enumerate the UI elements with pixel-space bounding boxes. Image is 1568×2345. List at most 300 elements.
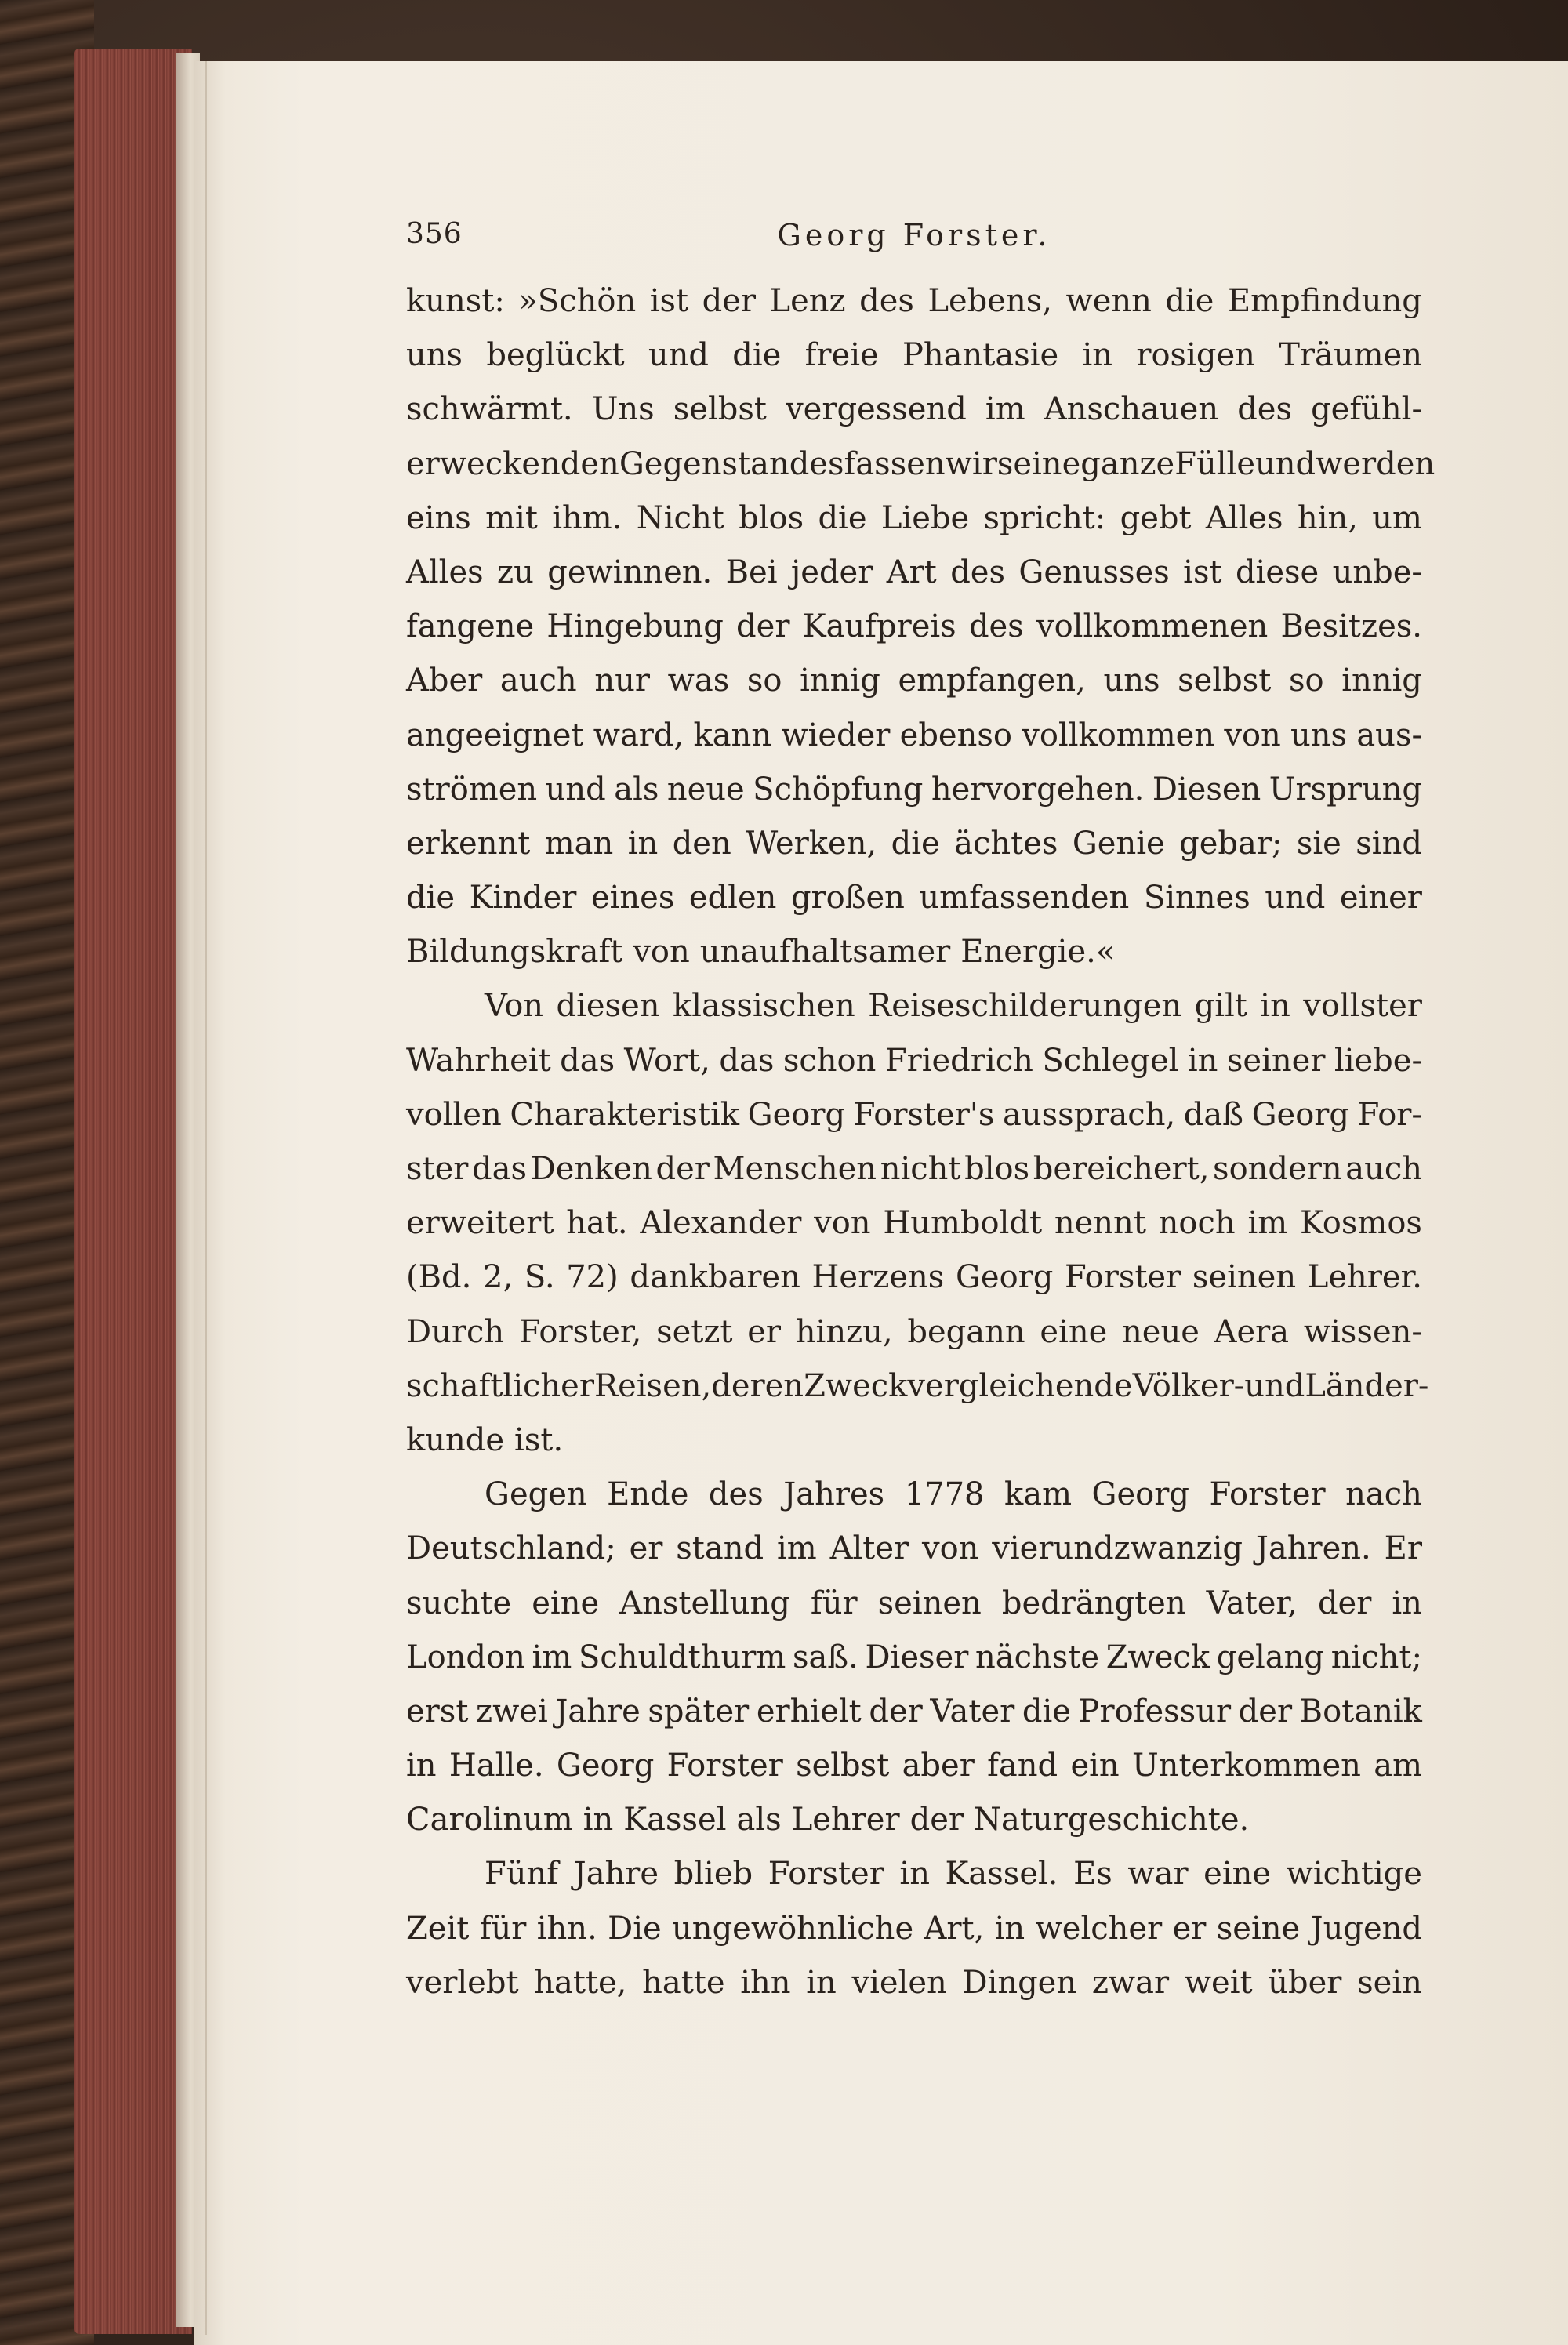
word: man xyxy=(544,825,614,862)
word: sondern xyxy=(1213,1151,1342,1187)
word: ward, xyxy=(593,717,684,753)
word: später xyxy=(648,1693,750,1730)
word: der xyxy=(1238,1693,1293,1730)
word: Wort, xyxy=(623,1042,710,1079)
word: freie xyxy=(804,337,879,374)
word: jeder xyxy=(790,554,873,590)
word: was xyxy=(667,662,730,699)
word: 2, xyxy=(483,1259,514,1296)
word: unaufhaltsamer xyxy=(699,934,951,971)
word: von xyxy=(633,934,690,971)
word: in xyxy=(806,1964,837,2001)
text-line xyxy=(406,1739,1422,1793)
text-line xyxy=(406,1956,1422,2010)
text-line xyxy=(406,1251,1422,1305)
word: uns xyxy=(1103,662,1160,699)
word: schwärmt. xyxy=(406,391,573,428)
word: im xyxy=(985,391,1025,428)
word: Forster's xyxy=(853,1096,995,1133)
word: ungewöhnliche xyxy=(672,1910,914,1947)
word: eine xyxy=(1040,1313,1108,1350)
word: war xyxy=(1127,1856,1189,1893)
word: Gegenstandes xyxy=(619,445,844,482)
word: seinen xyxy=(877,1585,982,1621)
word: in xyxy=(583,1802,614,1839)
word: Naturgeschichte. xyxy=(974,1802,1250,1839)
word: das xyxy=(719,1042,775,1079)
word: selbst xyxy=(796,1748,890,1784)
word: kunst: xyxy=(406,283,505,319)
word: Jahren. xyxy=(1255,1530,1371,1567)
text-line xyxy=(406,1577,1422,1631)
word: rosigen xyxy=(1136,337,1255,374)
word: als xyxy=(614,771,659,808)
word: Alles xyxy=(1205,499,1283,536)
word: Bei xyxy=(725,554,778,590)
word: Es xyxy=(1073,1856,1112,1893)
text-line xyxy=(406,1305,1422,1359)
word: gebt xyxy=(1120,499,1192,536)
word: und xyxy=(1244,1367,1305,1404)
word: Professur xyxy=(1078,1693,1232,1730)
word: dankbaren xyxy=(630,1259,800,1296)
word: Georg xyxy=(1091,1476,1189,1513)
word: vollster xyxy=(1303,988,1422,1025)
word: vollkommen xyxy=(1022,717,1215,753)
word: Wahrheit xyxy=(406,1042,551,1079)
word: blos xyxy=(739,499,804,536)
word: der xyxy=(736,608,790,645)
word: bereichert, xyxy=(1033,1151,1210,1187)
word: Sinnes xyxy=(1143,880,1250,917)
word: Kosmos xyxy=(1299,1205,1422,1242)
word: begann xyxy=(907,1313,1025,1350)
word: ist xyxy=(649,283,689,319)
word: wieder xyxy=(781,717,891,753)
text-line xyxy=(406,274,1422,329)
word: 72) xyxy=(566,1259,619,1296)
text-line xyxy=(406,492,1422,546)
word: Anschauen xyxy=(1044,391,1219,428)
word: sein xyxy=(1357,1964,1422,2001)
word: erkennt xyxy=(406,825,531,862)
word: Kassel xyxy=(623,1802,727,1839)
word: gilt xyxy=(1194,988,1247,1025)
word: gelang xyxy=(1216,1639,1325,1675)
word: Von xyxy=(485,988,544,1025)
word: die xyxy=(1022,1693,1071,1730)
word: nur xyxy=(594,662,650,699)
text-block xyxy=(406,218,1436,2010)
word: Völker- xyxy=(1132,1367,1245,1404)
text-line xyxy=(406,1414,1422,1468)
word: der xyxy=(655,1151,710,1187)
page-edges xyxy=(74,49,192,2334)
word: aussprach, xyxy=(1003,1096,1176,1133)
word: auch xyxy=(1345,1151,1422,1187)
word: Empfindung xyxy=(1227,283,1422,319)
text-line xyxy=(406,925,1422,979)
word: Reisen, xyxy=(593,1367,712,1404)
word: und xyxy=(648,337,709,374)
word: bedrängten xyxy=(1001,1585,1186,1621)
word: in xyxy=(899,1856,930,1893)
word: Menschen xyxy=(713,1151,877,1187)
text-line xyxy=(406,817,1422,871)
word: erweckenden xyxy=(406,445,619,482)
word: diesen xyxy=(556,988,660,1025)
word: der xyxy=(1317,1585,1372,1621)
word: spricht: xyxy=(983,499,1106,536)
word: ster xyxy=(406,1151,469,1187)
word: »Schön xyxy=(518,283,637,319)
word: vergessend xyxy=(786,391,967,428)
word: Ende xyxy=(607,1476,689,1513)
word: für xyxy=(810,1585,858,1621)
word: und xyxy=(1265,880,1326,917)
text-line xyxy=(406,654,1422,708)
word: nennt xyxy=(1054,1205,1146,1242)
word: nach xyxy=(1345,1476,1422,1513)
word: Er xyxy=(1384,1530,1422,1567)
word: eins xyxy=(406,499,471,536)
word: um xyxy=(1372,499,1422,536)
text-line xyxy=(406,600,1422,654)
word: Schlegel xyxy=(1042,1042,1179,1079)
word: ist xyxy=(1183,554,1222,590)
word: der xyxy=(869,1693,923,1730)
word: Jahres xyxy=(783,1476,885,1513)
word: Vater xyxy=(930,1693,1015,1730)
word: stand xyxy=(676,1530,764,1567)
word: fangene xyxy=(406,608,535,645)
word: Deutschland; xyxy=(406,1530,616,1567)
word: Georg xyxy=(556,1748,655,1784)
word: Forster, xyxy=(518,1313,642,1350)
word: von xyxy=(1224,717,1281,753)
word: Georg xyxy=(747,1096,846,1133)
word: so xyxy=(1288,662,1324,699)
word: Schuldthurm xyxy=(578,1639,786,1675)
word: S. xyxy=(524,1259,555,1296)
word: beglückt xyxy=(486,337,625,374)
word: Werken, xyxy=(746,825,877,862)
word: von xyxy=(921,1530,979,1567)
word: erweitert xyxy=(406,1205,554,1242)
word: werden xyxy=(1316,445,1436,482)
text-line xyxy=(406,1468,1422,1522)
word: Phantasie xyxy=(902,337,1059,374)
word: Alles xyxy=(406,554,484,590)
word: für xyxy=(479,1910,527,1947)
word: seine xyxy=(996,445,1081,482)
word: saß. xyxy=(792,1639,858,1675)
text-line xyxy=(406,329,1422,383)
word: eine xyxy=(1203,1856,1272,1893)
text-line xyxy=(406,871,1422,925)
word: Jahre xyxy=(573,1856,659,1893)
word: Besitzes. xyxy=(1280,608,1422,645)
word: einer xyxy=(1339,880,1422,917)
word: Lehrer. xyxy=(1307,1259,1422,1296)
word: Georg xyxy=(955,1259,1054,1296)
word: als xyxy=(736,1802,782,1839)
word: das xyxy=(472,1151,528,1187)
word: des xyxy=(950,554,1005,590)
word: in xyxy=(1082,337,1113,374)
word: das xyxy=(560,1042,615,1079)
word: Lehrer xyxy=(791,1802,900,1839)
word: Diesen xyxy=(1152,771,1261,808)
text-line xyxy=(406,1142,1422,1196)
word: seinen xyxy=(1192,1259,1297,1296)
word: Genie xyxy=(1072,825,1165,862)
word: und xyxy=(545,771,606,808)
word: Zeit xyxy=(406,1910,470,1947)
word: Kassel. xyxy=(945,1856,1058,1893)
text-line xyxy=(406,437,1436,492)
word: Fünf xyxy=(485,1856,559,1893)
word: im xyxy=(776,1530,817,1567)
word: nächste xyxy=(975,1639,1100,1675)
word: ihm. xyxy=(552,499,622,536)
word: neue xyxy=(666,771,745,808)
word: zwei xyxy=(476,1693,548,1730)
word: Die xyxy=(608,1910,662,1947)
word: Herzens xyxy=(811,1259,945,1296)
word: ihn xyxy=(740,1964,791,2001)
word: verlebt xyxy=(406,1964,519,2001)
word: sie xyxy=(1296,825,1341,862)
word: Länder- xyxy=(1305,1367,1429,1404)
word: wir xyxy=(945,445,997,482)
word: angeeignet xyxy=(406,717,584,753)
word: Fülle xyxy=(1174,445,1255,482)
word: die xyxy=(406,880,456,917)
text-line xyxy=(406,1359,1429,1414)
word: im xyxy=(1247,1205,1288,1242)
word: empfangen, xyxy=(898,662,1086,699)
word: Durch xyxy=(406,1313,505,1350)
word: er xyxy=(1172,1910,1207,1947)
word: der xyxy=(909,1802,964,1839)
word: ihn. xyxy=(536,1910,597,1947)
word: weit xyxy=(1184,1964,1253,2001)
word: Carolinum xyxy=(406,1802,573,1839)
word: ganze xyxy=(1080,445,1175,482)
word: Botanik xyxy=(1299,1693,1422,1730)
word: Halle. xyxy=(448,1748,544,1784)
word: uns xyxy=(1290,717,1348,753)
word: (Bd. xyxy=(406,1259,472,1296)
word: in xyxy=(627,825,659,862)
word: Aera xyxy=(1214,1313,1290,1350)
word: hin, xyxy=(1297,499,1358,536)
word: in xyxy=(1187,1042,1218,1079)
word: die xyxy=(818,499,867,536)
word: fand xyxy=(987,1748,1058,1784)
word: wichtige xyxy=(1286,1856,1422,1893)
word: am xyxy=(1374,1748,1422,1784)
word: in xyxy=(994,1910,1025,1947)
word: nicht; xyxy=(1330,1639,1422,1675)
text-line xyxy=(406,709,1422,763)
word: Vater, xyxy=(1206,1585,1298,1621)
page-gutter xyxy=(205,61,207,2335)
text-line xyxy=(406,546,1422,600)
word: Lenz xyxy=(769,283,846,319)
word: edlen xyxy=(688,880,777,917)
running-title: Georg Forster. xyxy=(777,218,1051,252)
word: blieb xyxy=(673,1856,753,1893)
word: eines xyxy=(590,880,675,917)
word: die xyxy=(891,825,940,862)
word: daß xyxy=(1183,1096,1243,1133)
word: Gegen xyxy=(485,1476,587,1513)
word: Träumen xyxy=(1279,337,1422,374)
word: in xyxy=(1260,988,1290,1025)
page-number: 356 xyxy=(406,218,463,250)
word: Jugend xyxy=(1310,1910,1422,1947)
word: er xyxy=(629,1530,663,1567)
word: seine xyxy=(1216,1910,1301,1947)
word: Charakteristik xyxy=(510,1096,740,1133)
text-line xyxy=(406,1522,1422,1576)
text-line xyxy=(406,1088,1422,1142)
word: kunde xyxy=(406,1421,505,1458)
word: auch xyxy=(499,662,577,699)
word: in xyxy=(1392,1585,1422,1621)
word: Art, xyxy=(924,1910,985,1947)
word: er xyxy=(747,1313,782,1350)
word: innig xyxy=(1341,662,1422,699)
word: gefühl- xyxy=(1311,391,1422,428)
word: vergleichende xyxy=(907,1367,1133,1404)
word: aus- xyxy=(1356,717,1422,753)
text-line xyxy=(406,1196,1422,1251)
text-line xyxy=(406,1631,1422,1685)
word: ebenso xyxy=(899,717,1012,753)
word: erst xyxy=(406,1693,469,1730)
word: Nicht xyxy=(636,499,724,536)
text-line xyxy=(406,763,1422,817)
word: wenn xyxy=(1065,283,1152,319)
word: zwar xyxy=(1091,1964,1170,2001)
word: liebe- xyxy=(1334,1042,1422,1079)
word: hatte xyxy=(642,1964,725,2001)
text-line xyxy=(406,383,1422,437)
word: großen xyxy=(790,880,905,917)
word: Kaufpreis xyxy=(802,608,956,645)
word: Alexander xyxy=(640,1205,802,1242)
word: Georg xyxy=(1251,1096,1350,1133)
word: Art xyxy=(886,554,937,590)
word: mit xyxy=(485,499,538,536)
word: klassischen xyxy=(672,988,855,1025)
text-line xyxy=(406,1902,1422,1956)
word: des xyxy=(1237,391,1292,428)
word: eine xyxy=(532,1585,600,1621)
word: über xyxy=(1268,1964,1342,2001)
word: Dieser xyxy=(865,1639,969,1675)
word: ächtes xyxy=(954,825,1058,862)
word: des xyxy=(968,608,1024,645)
word: diese xyxy=(1235,554,1319,590)
word: vielen xyxy=(851,1964,947,2001)
word: im xyxy=(532,1639,572,1675)
word: Ursprung xyxy=(1269,771,1422,808)
word: schaftlicher xyxy=(406,1367,594,1404)
word: selbst xyxy=(1178,662,1272,699)
body-text xyxy=(406,274,1436,2010)
text-line xyxy=(406,1793,1422,1847)
word: Friedrich xyxy=(884,1042,1033,1079)
word: innig xyxy=(800,662,880,699)
word: Dingen xyxy=(962,1964,1077,2001)
word: umfassenden xyxy=(919,880,1130,917)
word: welcher xyxy=(1035,1910,1163,1947)
word: zu xyxy=(497,554,534,590)
word: kann xyxy=(693,717,772,753)
word: vollkommenen xyxy=(1036,608,1269,645)
word: den xyxy=(672,825,731,862)
word: Anstellung xyxy=(619,1585,790,1621)
word: kam xyxy=(1004,1476,1073,1513)
word: noch xyxy=(1158,1205,1236,1242)
word: schon xyxy=(782,1042,877,1079)
word: hat. xyxy=(566,1205,628,1242)
word: ist. xyxy=(514,1421,564,1458)
word: selbst xyxy=(673,391,767,428)
word: Unterkommen xyxy=(1131,1748,1361,1784)
word: strömen xyxy=(406,771,538,808)
word: Lebens, xyxy=(927,283,1052,319)
word: Forster xyxy=(666,1748,783,1784)
word: Aber xyxy=(406,662,483,699)
word: Reiseschilderungen xyxy=(868,988,1182,1025)
word: gewinnen. xyxy=(547,554,713,590)
word: uns xyxy=(406,337,463,374)
running-head xyxy=(406,218,1422,257)
word: Zweck xyxy=(1105,1639,1210,1675)
word: von xyxy=(814,1205,871,1242)
word: vierundzwanzig xyxy=(992,1530,1243,1567)
text-line xyxy=(406,1847,1422,1901)
word: hervorgehen. xyxy=(931,771,1145,808)
word: Forster xyxy=(768,1856,884,1893)
word: so xyxy=(746,662,782,699)
word: neue xyxy=(1122,1313,1200,1350)
word: setzt xyxy=(656,1313,733,1350)
word: nicht xyxy=(880,1151,961,1187)
word: sind xyxy=(1356,825,1422,862)
word: aber xyxy=(902,1748,975,1784)
word: Hingebung xyxy=(546,608,724,645)
word: unbe- xyxy=(1332,554,1422,590)
text-line xyxy=(406,1034,1422,1088)
word: die xyxy=(732,337,782,374)
word: blos xyxy=(964,1151,1030,1187)
word: For- xyxy=(1357,1096,1422,1133)
word: Jahre xyxy=(555,1693,641,1730)
word: Uns xyxy=(591,391,655,428)
word: gebar; xyxy=(1179,825,1283,862)
word: in xyxy=(406,1748,437,1784)
word: deren xyxy=(711,1367,804,1404)
word: Alter xyxy=(829,1530,909,1567)
word: seiner xyxy=(1226,1042,1326,1079)
text-line xyxy=(406,979,1422,1033)
